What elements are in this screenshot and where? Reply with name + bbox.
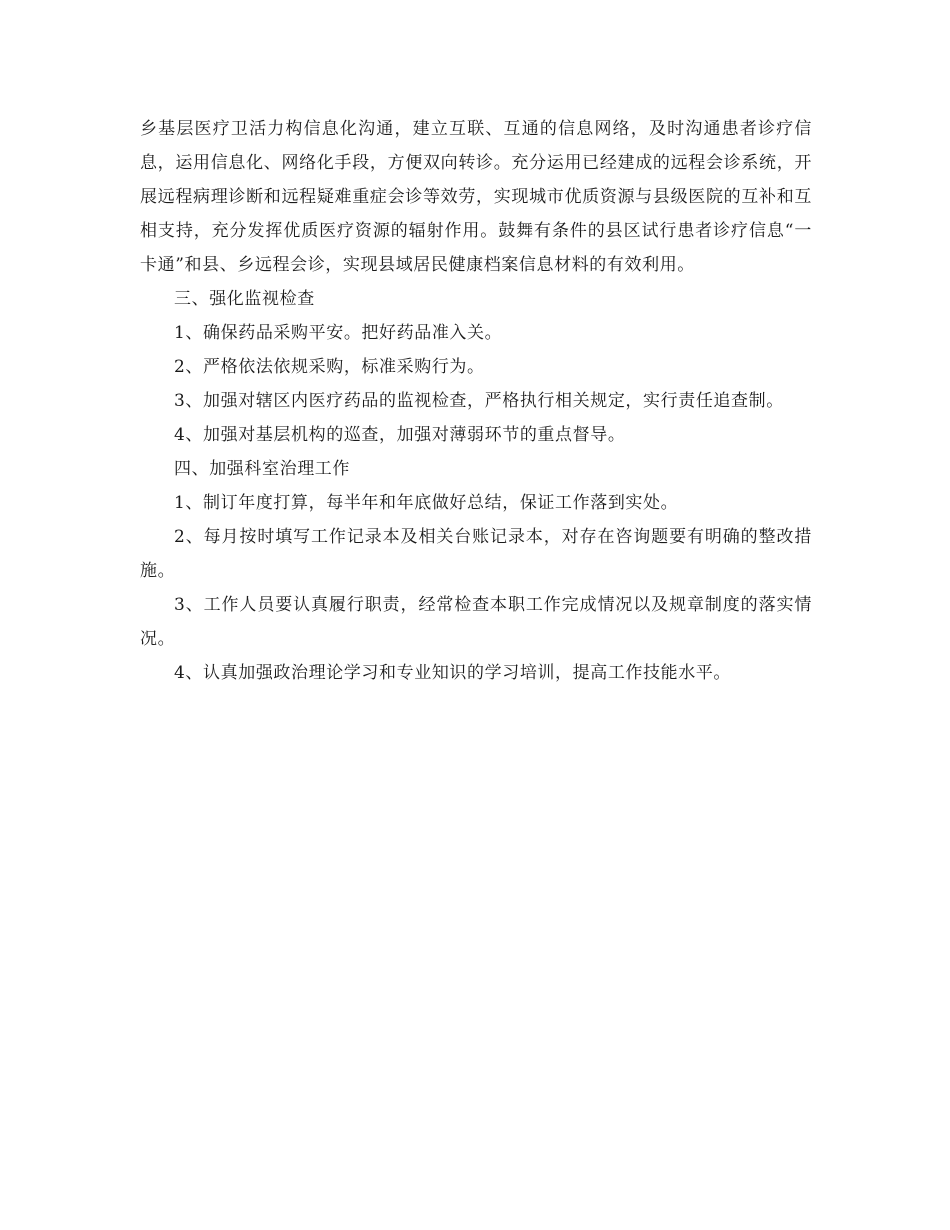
list-item: 1、制订年度打算，每半年和年底做好总结，保证工作落到实处。 (174, 493, 679, 513)
list-item: 2、每月按时填写工作记录本及相关台账记录本，对存在咨询题要有明确的整改措施。 (140, 527, 812, 581)
list-item: 4、认真加强政治理论学习和专业知识的学习培训，提高工作技能水平。 (174, 663, 732, 683)
list-item: 3、加强对辖区内医疗药品的监视检查，严格执行相关规定，实行责任追查制。 (174, 391, 784, 411)
list-item: 1、确保药品采购平安。把好药品准入关。 (174, 323, 503, 343)
section-heading-three: 三、强化监视检查 (174, 289, 315, 309)
document-page (140, 112, 812, 690)
body-paragraph: 乡基层医疗卫活力构信息化沟通，建立互联、互通的信息网络，及时沟通患者诊疗信息，运用信息化、网络化手段，方便双向转诊。充分运用已经建成的远程会诊系统，开展远程病理诊断和远程疑难重症会诊等效劳，实现城市优质资源与县级医院的互补和互相支持，充分发挥优质医疗资源的辐射作用。鼓舞有条件的县区试行患者诊疗信息“一卡通”和县、乡远程会诊，实现县域居民健康档案信息材料的有效利用。 (140, 119, 812, 275)
list-item: 2、严格依法依规采购，标准采购行为。 (174, 357, 485, 377)
list-item: 3、工作人员要认真履行职责，经常检查本职工作完成情况以及规章制度的落实情况。 (140, 595, 812, 649)
section-heading-four: 四、加强科室治理工作 (174, 459, 350, 479)
list-item: 4、加强对基层机构的巡查，加强对薄弱环节的重点督导。 (174, 425, 626, 445)
